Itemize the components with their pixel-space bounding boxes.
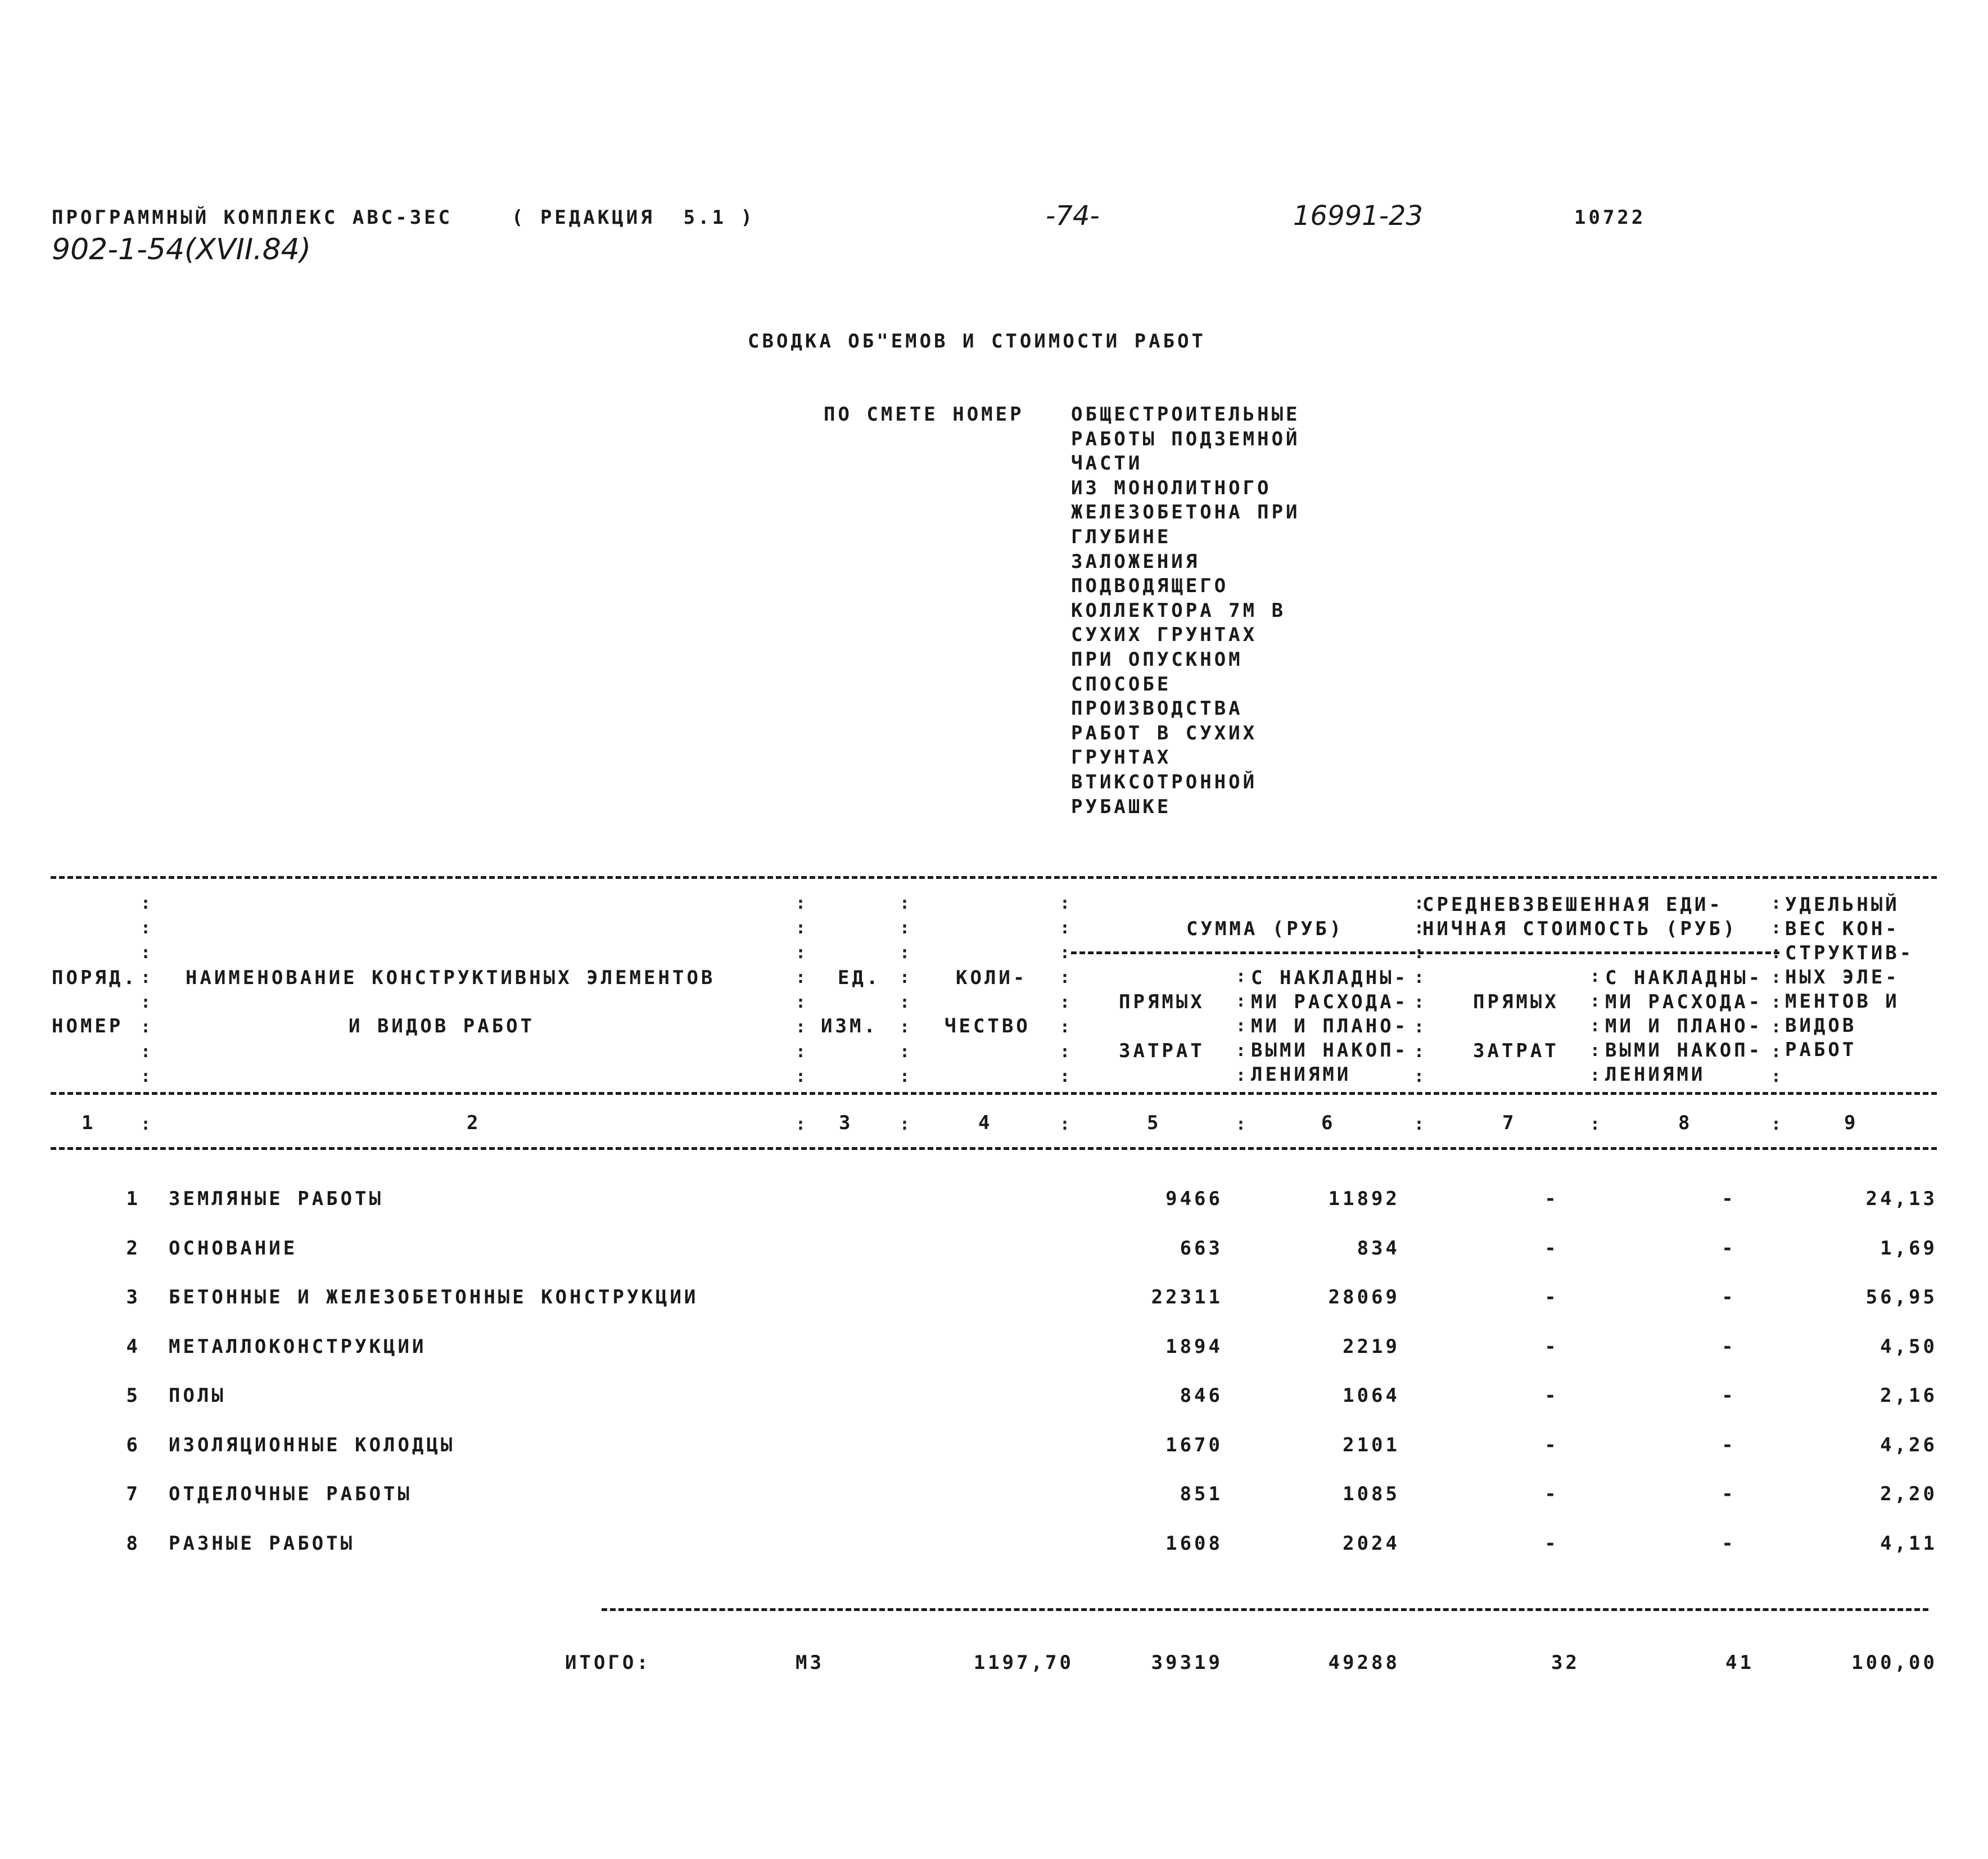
total-label: ИТОГО: xyxy=(565,1652,651,1674)
header-col5-line1: ПРЯМЫХ xyxy=(1119,991,1205,1013)
row-number: 7 xyxy=(126,1483,141,1505)
total-unit-direct: 32 xyxy=(1551,1652,1580,1674)
estimate-line: ЗАЛОЖЕНИЯ xyxy=(1071,550,1200,573)
header-col6-line: МИ РАСХОДА- xyxy=(1251,991,1409,1013)
row-name: БЕТОННЫЕ И ЖЕЛЕЗОБЕТОННЫЕ КОНСТРУКЦИИ xyxy=(169,1286,699,1308)
header-sum-group: СУММА (РУБ) xyxy=(1186,918,1344,940)
header-col8-line: ЛЕНИЯМИ xyxy=(1605,1063,1706,1086)
estimate-line: СПОСОБЕ xyxy=(1071,673,1172,696)
header-col9-line: ВИДОВ xyxy=(1785,1014,1857,1037)
row-name: РАЗНЫЕ РАБОТЫ xyxy=(169,1532,355,1555)
row-overhead: 1064 xyxy=(1343,1384,1400,1407)
row-name: МЕТАЛЛОКОНСТРУКЦИИ xyxy=(169,1335,427,1358)
header-unit-group-line2: НИЧНАЯ СТОИМОСТЬ (РУБ) xyxy=(1422,918,1738,940)
page-number: -74- xyxy=(1046,200,1100,232)
row-number: 2 xyxy=(126,1237,141,1260)
header-sub-rule xyxy=(1071,951,1779,954)
column-number: 7 xyxy=(1502,1112,1517,1134)
row-share: 1,69 xyxy=(1880,1237,1937,1260)
row-direct: 1608 xyxy=(1165,1532,1223,1555)
estimate-line: ЖЕЛЕЗОБЕТОНА ПРИ xyxy=(1071,501,1300,524)
row-overhead: 2219 xyxy=(1343,1335,1400,1358)
header-col9-line: УДЕЛЬНЫЙ xyxy=(1785,894,1900,916)
row-name: ПОЛЫ xyxy=(169,1384,226,1407)
column-number: 5 xyxy=(1147,1112,1162,1134)
table-row xyxy=(0,1239,1988,1267)
header-col9-line: МЕНТОВ И xyxy=(1785,990,1900,1013)
row-unit-direct: - xyxy=(1544,1335,1559,1358)
header-col6-line: МИ И ПЛАНО- xyxy=(1251,1015,1409,1037)
row-overhead: 11892 xyxy=(1328,1188,1400,1210)
row-number: 1 xyxy=(126,1188,141,1210)
header-col9-line: НЫХ ЭЛЕ- xyxy=(1785,966,1900,989)
estimate-line: СУХИХ ГРУНТАХ xyxy=(1071,624,1258,647)
row-share: 4,11 xyxy=(1880,1532,1937,1555)
row-unit-overhead: - xyxy=(1722,1532,1736,1555)
page-title: СВОДКА ОБ"ЕМОВ И СТОИМОСТИ РАБОТ xyxy=(748,330,1207,353)
estimate-line: КОЛЛЕКТОРА 7М В xyxy=(1071,599,1286,622)
row-share: 4,50 xyxy=(1880,1335,1937,1358)
row-direct: 9466 xyxy=(1165,1188,1223,1210)
total-rule xyxy=(602,1608,1928,1611)
total-unit: М3 xyxy=(796,1652,824,1674)
row-unit-overhead: - xyxy=(1722,1433,1736,1456)
estimate-line: РУБАШКЕ xyxy=(1071,795,1172,818)
estimate-line: ВТИКСОТРОННОЙ xyxy=(1071,771,1258,793)
edition: ( РЕДАКЦИЯ 5.1 ) xyxy=(512,206,755,229)
estimate-line: РАБОТЫ ПОДЗЕМНОЙ xyxy=(1071,427,1300,450)
row-direct: 846 xyxy=(1180,1384,1223,1407)
row-unit-overhead: - xyxy=(1722,1483,1736,1505)
total-quantity: 1197,70 xyxy=(973,1652,1074,1674)
column-number: 1 xyxy=(82,1112,96,1134)
header-col1-line1: ПОРЯД. xyxy=(52,967,138,989)
header-col7-line1: ПРЯМЫХ xyxy=(1473,991,1559,1013)
row-unit-direct: - xyxy=(1544,1188,1559,1210)
header-col7-line2: ЗАТРАТ xyxy=(1473,1040,1559,1062)
row-name: ОСНОВАНИЕ xyxy=(169,1237,298,1260)
estimate-line: ГРУНТАХ xyxy=(1071,746,1172,769)
row-share: 4,26 xyxy=(1880,1433,1937,1456)
table-row xyxy=(0,1534,1988,1562)
header-col6-line: С НАКЛАДНЫ- xyxy=(1251,967,1409,989)
row-number: 8 xyxy=(126,1532,141,1555)
column-number: 3 xyxy=(839,1112,853,1134)
row-unit-overhead: - xyxy=(1722,1237,1736,1260)
total-direct: 39319 xyxy=(1151,1652,1223,1674)
row-number: 5 xyxy=(126,1384,141,1407)
row-share: 56,95 xyxy=(1865,1286,1937,1308)
total-unit-overhead: 41 xyxy=(1725,1652,1754,1674)
header-col5-line2: ЗАТРАТ xyxy=(1119,1040,1205,1062)
header-col3-line2: ИЗМ. xyxy=(821,1015,878,1037)
table-row xyxy=(0,1288,1988,1316)
estimate-line: ПОДВОДЯЩЕГО xyxy=(1071,575,1229,598)
header-col8-line: С НАКЛАДНЫ- xyxy=(1605,967,1763,989)
header-col2-line1: НАИМЕНОВАНИЕ КОНСТРУКТИВНЫХ ЭЛЕМЕНТОВ xyxy=(186,967,716,989)
estimate-line: ОБЩЕСТРОИТЕЛЬНЫЕ xyxy=(1071,403,1300,426)
row-name: ОТДЕЛОЧНЫЕ РАБОТЫ xyxy=(169,1483,412,1505)
header-col4-line2: ЧЕСТВО xyxy=(945,1015,1031,1037)
header-col6-line: ВЫМИ НАКОП- xyxy=(1251,1039,1409,1062)
header-unit-group-line1: СРЕДНЕВЗВЕШЕННАЯ ЕДИ- xyxy=(1422,894,1723,916)
header-col1-line2: НОМЕР xyxy=(52,1015,124,1037)
header-col8-line: МИ И ПЛАНО- xyxy=(1605,1015,1763,1037)
row-number: 4 xyxy=(126,1335,141,1358)
header-col8-line: ВЫМИ НАКОП- xyxy=(1605,1039,1763,1062)
row-unit-direct: - xyxy=(1544,1433,1559,1456)
header-col9-line: РАБОТ xyxy=(1785,1039,1857,1061)
column-number: 4 xyxy=(978,1112,993,1134)
record-number: 10722 xyxy=(1574,206,1646,229)
row-share: 2,16 xyxy=(1880,1384,1937,1407)
estimate-label: ПО СМЕТЕ НОМЕР xyxy=(824,403,1024,426)
row-unit-direct: - xyxy=(1544,1483,1559,1505)
estimate-line: РАБОТ В СУХИХ xyxy=(1071,721,1258,744)
row-overhead: 2101 xyxy=(1343,1433,1400,1456)
program-name: ПРОГРАММНЫЙ КОМПЛЕКС АВС-3ЕС xyxy=(52,206,453,229)
row-unit-overhead: - xyxy=(1722,1384,1736,1407)
row-unit-direct: - xyxy=(1544,1286,1559,1308)
row-unit-direct: - xyxy=(1544,1237,1559,1260)
column-number: 8 xyxy=(1678,1112,1693,1134)
row-overhead: 834 xyxy=(1357,1237,1400,1260)
estimate-line: ПРОИЗВОДСТВА xyxy=(1071,697,1243,720)
document-code: 16991-23 xyxy=(1293,200,1424,232)
row-overhead: 2024 xyxy=(1343,1532,1400,1555)
row-share: 24,13 xyxy=(1865,1188,1937,1210)
table-row xyxy=(0,1386,1988,1414)
row-number: 6 xyxy=(126,1433,141,1456)
row-unit-overhead: - xyxy=(1722,1335,1736,1358)
table-top-rule xyxy=(51,876,1937,879)
row-direct: 663 xyxy=(1180,1237,1223,1260)
table-row xyxy=(0,1189,1988,1217)
header-col9-line: ВЕС КОН- xyxy=(1785,918,1900,940)
header-col9-line: СТРУКТИВ- xyxy=(1785,942,1914,964)
row-overhead: 28069 xyxy=(1328,1286,1400,1308)
row-share: 2,20 xyxy=(1880,1483,1937,1505)
header-col2-line2: И ВИДОВ РАБОТ xyxy=(349,1015,535,1037)
row-unit-overhead: - xyxy=(1722,1188,1736,1210)
estimate-line: ПРИ ОПУСКНОМ xyxy=(1071,648,1243,671)
row-direct: 1894 xyxy=(1165,1335,1223,1358)
table-row xyxy=(0,1485,1988,1513)
row-direct: 22311 xyxy=(1151,1286,1223,1308)
header-col6-line: ЛЕНИЯМИ xyxy=(1251,1063,1352,1086)
row-unit-direct: - xyxy=(1544,1384,1559,1407)
estimate-line: ЧАСТИ xyxy=(1071,452,1143,475)
column-number: 9 xyxy=(1844,1112,1859,1134)
column-number: 6 xyxy=(1321,1112,1336,1134)
row-overhead: 1085 xyxy=(1343,1483,1400,1505)
row-name: ИЗОЛЯЦИОННЫЕ КОЛОДЦЫ xyxy=(169,1433,455,1456)
row-unit-direct: - xyxy=(1544,1532,1559,1555)
row-unit-overhead: - xyxy=(1722,1286,1736,1308)
total-share: 100,00 xyxy=(1851,1652,1937,1674)
column-number-rule xyxy=(51,1147,1937,1150)
table-row xyxy=(0,1433,1988,1464)
header-bottom-rule xyxy=(51,1092,1937,1095)
project-number: 902-1-54(XVII.84) xyxy=(52,233,311,267)
estimate-line: ГЛУБИНЕ xyxy=(1071,526,1172,548)
header-col4-line1: КОЛИ- xyxy=(956,967,1028,989)
column-number: 2 xyxy=(467,1112,481,1134)
table-row xyxy=(0,1337,1988,1365)
total-overhead: 49288 xyxy=(1328,1652,1400,1674)
header-col3-line1: ЕД. xyxy=(838,967,881,989)
estimate-line: ИЗ МОНОЛИТНОГО xyxy=(1071,476,1272,499)
row-name: ЗЕМЛЯНЫЕ РАБОТЫ xyxy=(169,1188,384,1210)
row-direct: 1670 xyxy=(1165,1433,1223,1456)
row-direct: 851 xyxy=(1180,1483,1223,1505)
header-col8-line: МИ РАСХОДА- xyxy=(1605,991,1763,1013)
row-number: 3 xyxy=(126,1286,141,1308)
